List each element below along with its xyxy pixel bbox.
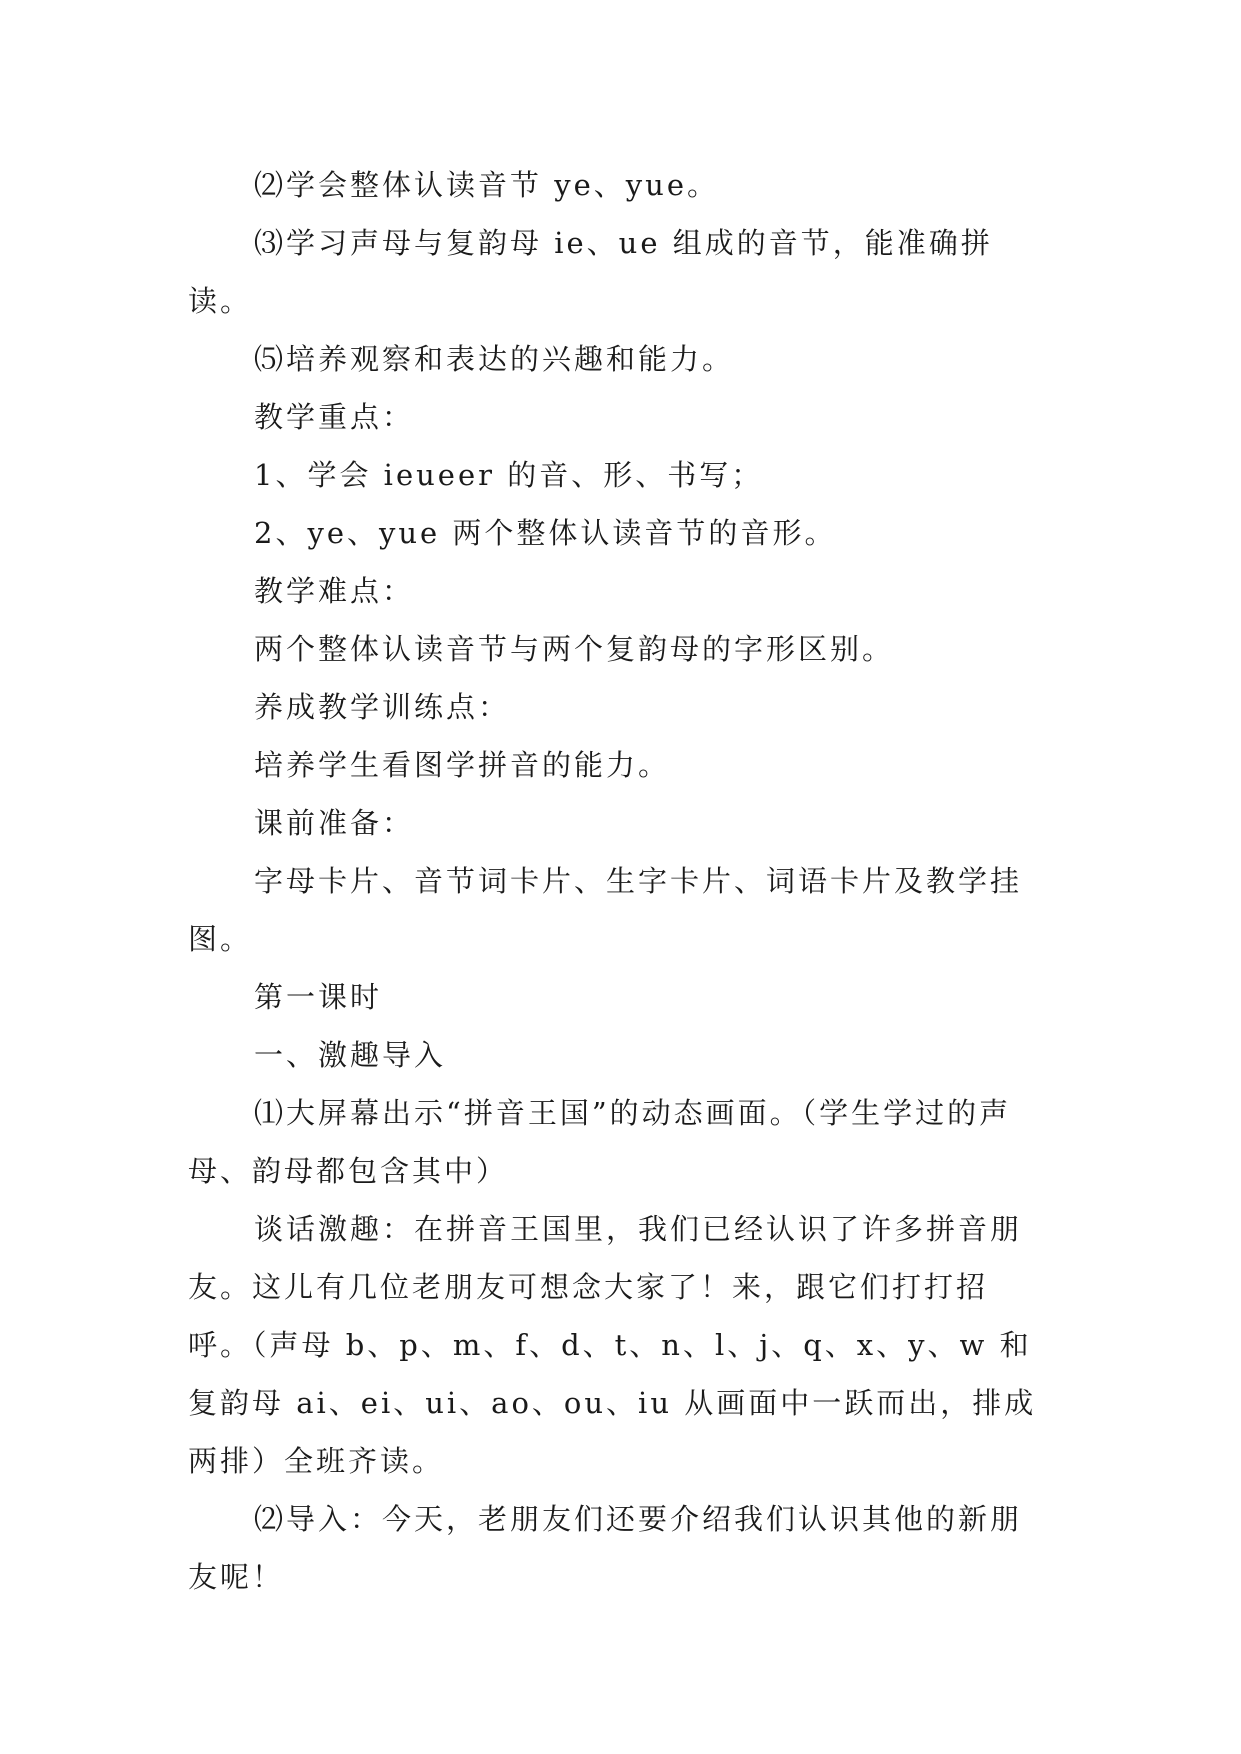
- paragraph-intro-2: ⑵导入：今天，老朋友们还要介绍我们认识其他的新朋友呢！: [188, 1502, 1023, 1594]
- paragraph-objective-3: ⑶学习声母与复韵母 ie、ue 组成的音节，能准确拼读。: [188, 226, 993, 318]
- paragraph-intro-1: ⑴大屏幕出示“拼音王国”的动态画面。（学生学过的声母、韵母都包含其中）: [188, 1096, 1012, 1188]
- heading-teaching-difficulty: 教学难点：: [254, 574, 415, 608]
- paragraph-conversation: 谈话激趣：在拼音王国里，我们已经认识了许多拼音朋友。这儿有几位老朋友可想念大家了！来，跟它们打打招呼。（声母 b、p、m、f、d、t、n、l、j、q、x、y、w 和复韵母 ai、ei、ui、ao、ou、iu 从画面中一跃而出，排成两排）全班齐读。: [188, 1212, 1037, 1478]
- document-body: [188, 156, 1050, 1606]
- paragraph-objective-5: ⑸培养观察和表达的兴趣和能力。: [254, 342, 735, 376]
- heading-preparation: 课前准备：: [254, 806, 415, 840]
- paragraph-focus-2: 2、ye、yue 两个整体认读音节的音形。: [254, 516, 837, 550]
- paragraph-training-point: 培养学生看图学拼音的能力。: [254, 748, 671, 782]
- heading-first-lesson: 第一课时: [254, 980, 383, 1014]
- paragraph-focus-1: 1、学会 ieueer 的音、形、书写；: [254, 458, 764, 492]
- paragraph-objective-2: ⑵学会整体认读音节 ye、yue。: [254, 168, 719, 202]
- heading-teaching-focus: 教学重点：: [254, 400, 415, 434]
- paragraph-preparation: 字母卡片、音节词卡片、生字卡片、词语卡片及教学挂图。: [188, 864, 1023, 956]
- heading-introduction: 一、激趣导入: [254, 1038, 447, 1072]
- heading-training-point: 养成教学训练点：: [254, 690, 511, 724]
- paragraph-difficulty: 两个整体认读音节与两个复韵母的字形区别。: [254, 632, 895, 666]
